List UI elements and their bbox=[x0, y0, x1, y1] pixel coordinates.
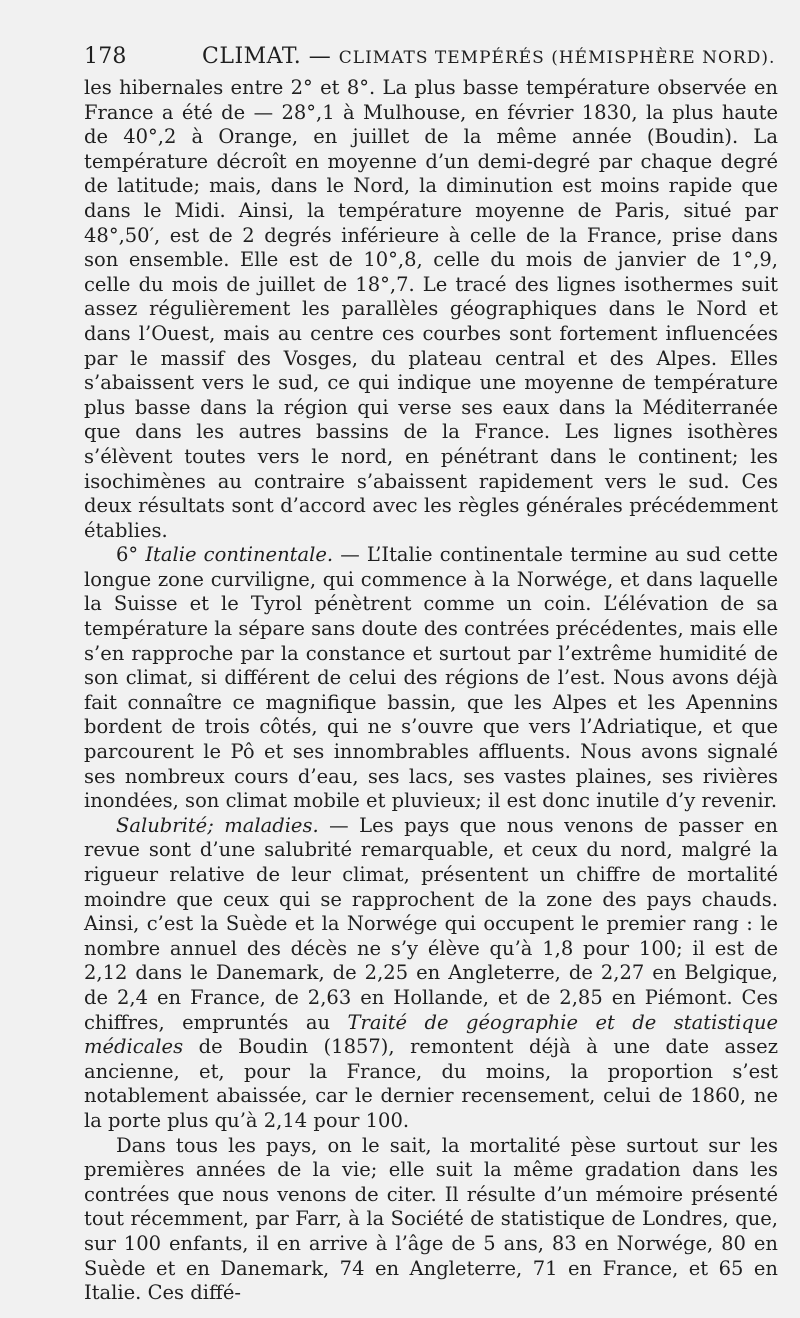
page-number: 178 bbox=[84, 44, 127, 69]
running-head bbox=[202, 40, 775, 75]
paragraph-2-text: — L’Italie continentale termine au sud cette longue zone curviligne, qui commence à la Norwége, et dans laquelle la Suisse et le Tyrol pénètrent comme un coin. L’élévation de sa température la sépare sans doute des contrées précédentes, mais elle s’en rapproche par la constance et surtout par l’extrême humidité de son climat, si différent de celui des régions de l’est. Nous avons déjà fait connaître ce magnifique bassin, que les Alpes et les Apennins bordent de trois côtés, qui ne s’ouvre que vers l’Adriatique, et que parcourent le Pô et ses innombrables affluents. Nous avons signalé ses nombreux cours d’eau, ses lacs, ses vastes plaines, ses rivières inondées, son climat mobile et pluvieux; il est donc inutile d’y revenir. bbox=[84, 543, 778, 813]
running-head-subtitle: CLIMATS TEMPÉRÉS (HÉMISPHÈRE NORD). bbox=[338, 48, 776, 68]
paragraph-3-text-before: — Les pays que nous venons de passer en revue sont d’une salubrité remarquable, et ceux du nord, malgré la rigueur relative de leur climat, présentent un chiffre de mortalité moindre que ceux qui se rapprochent de la zone des pays chauds. Ainsi, c’est la Suède et la Norwége qui occupent le premier rang : le nombre annuel des décès ne s’y élève qu’à 1,8 pour 100; il est de 2,12 dans le Danemark, de 2,25 en Angleterre, de 2,27 en Belgique, de 2,4 en France, de 2,63 en Hollande, et de 2,85 en Piémont. Ces chiffres, empruntés au bbox=[84, 813, 778, 1034]
paragraph-3-text-after: de Boudin (1857), remontent déjà à une date assez ancienne, et, pour la France, du moins, la proportion s’est notablement abaissée, car le dernier recensement, celui de 1860, ne la porte plus qu’à 2,14 pour 100. bbox=[84, 1035, 778, 1132]
page-header bbox=[84, 40, 778, 74]
paragraph-2-lead: 6° bbox=[116, 543, 146, 567]
paragraph-italie-continentale bbox=[84, 543, 778, 814]
paragraph-salubrite bbox=[84, 814, 778, 1134]
page-body bbox=[84, 76, 778, 1306]
paragraph-2-heading: Italie continentale. bbox=[145, 543, 334, 567]
running-head-title: CLIMAT. bbox=[202, 44, 302, 69]
running-head-dash: — bbox=[301, 44, 339, 69]
paragraph-4: Dans tous les pays, on le sait, la mortalité pèse surtout sur les premières années de la vie; elle suit la même gradation dans les contrées que nous venons de citer. Il résulte d’un mémoire présenté tout récemment, par Farr, à la Société de statistique de Londres, que, sur 100 enfants, il en arrive à l’âge de 5 ans, 83 en Norwége, 80 en Suède et en Danemark, 74 en Angleterre, 71 en France, et 65 en Italie. Ces diffé- bbox=[84, 1133, 778, 1305]
paragraph-3-heading: Salubrité; maladies. bbox=[116, 813, 319, 837]
paragraph-1: les hibernales entre 2° et 8°. La plus basse température observée en France a été de — 28°,1 à Mulhouse, en février 1830, la plus haute de 40°,2 à Orange, en juillet de la même année (Boudin). La température décroît en moyenne d’un demi-degré par chaque degré de latitude; mais, dans le Nord, la diminution est moins rapide que dans le Midi. Ainsi, la température moyenne de Paris, situé par 48°,50′, est de 2 degrés inférieure à celle de la France, prise dans son ensemble. Elle est de 10°,8, celle du mois de janvier de 1°,9, celle du mois de juillet de 18°,7. Le tracé des lignes isothermes suit assez régulièrement les parallèles géographiques dans le Nord et dans l’Ouest, mais au centre ces courbes sont fortement influencées par le massif des Vosges, du plateau central et des Alpes. Elles s’abaissent vers le sud, ce qui indique une moyenne de température plus basse dans la région qui verse ses eaux dans la Méditerranée que dans les autres bassins de la France. Les lignes isothères s’élèvent toutes vers le nord, en pénétrant dans le continent; les isochimènes au contraire s’abaissent rapidement vers le sud. Ces deux résultats sont d’accord avec les règles générales précédemment établies. bbox=[84, 76, 778, 542]
paragraph-3-reference: Traité de géographie et de statistique médicales bbox=[84, 1010, 778, 1059]
